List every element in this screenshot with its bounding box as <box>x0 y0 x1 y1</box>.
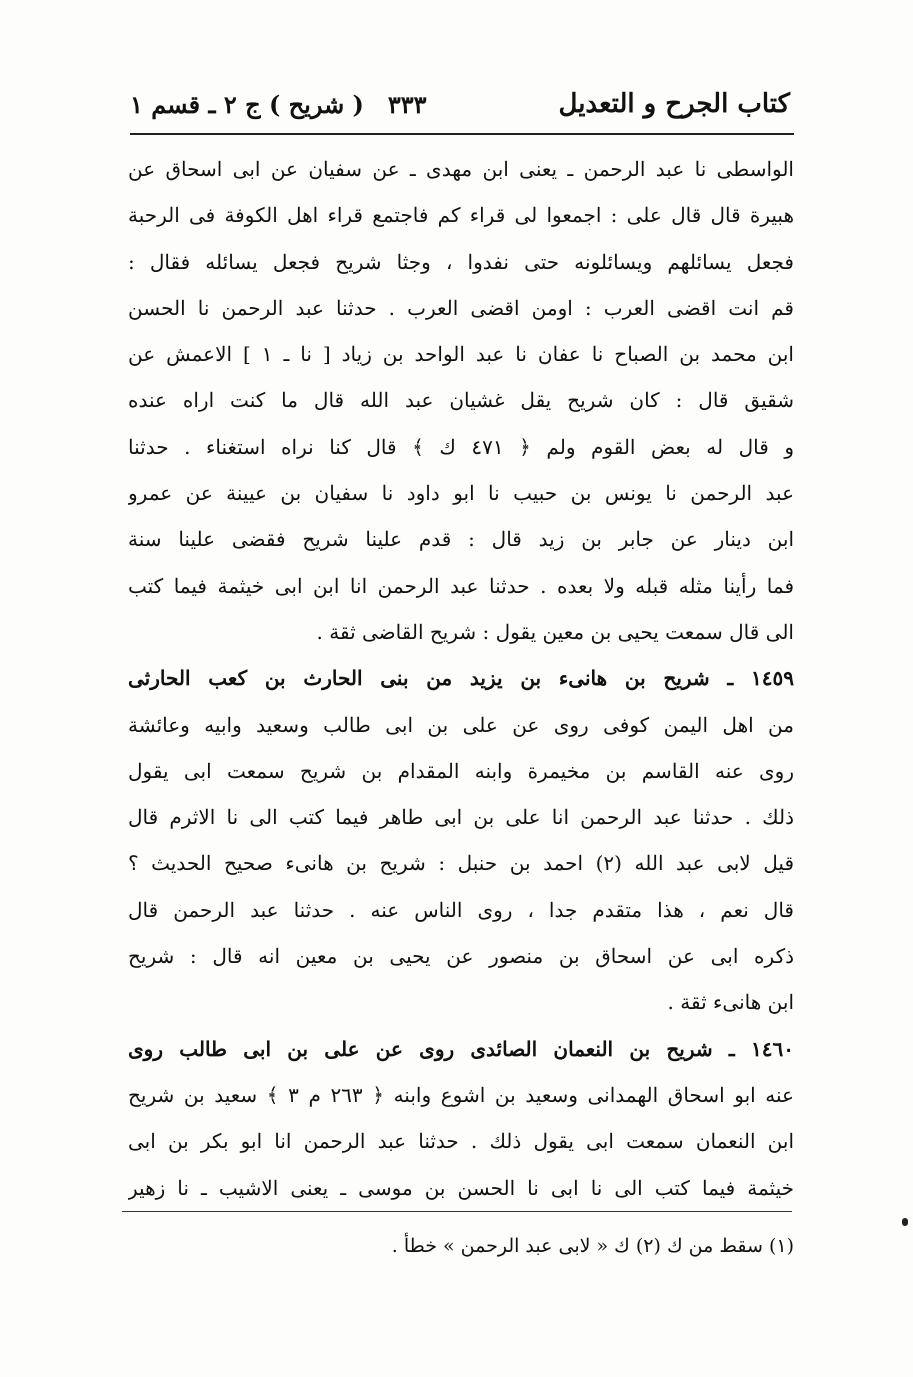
text-line: ذكره ابى عن اسحاق بن منصور عن يحيى بن معين انه قال : شريح <box>128 944 794 969</box>
text-line: ابن دينار عن جابر بن زيد قال : قدم علينا شريح فقضى علينا سنة <box>128 527 794 552</box>
book-title: كتاب الجرح و التعديل <box>558 89 790 119</box>
running-header <box>130 82 790 126</box>
text-line: ابن محمد بن الصباح نا عفان نا عبد الواحد بن زياد [ نا ـ ١ ] الاعمش عن <box>128 342 794 367</box>
text-line: قيل لابى عبد الله (٢) احمد بن حنبل : شريح بن هانىء صحيح الحديث ؟ <box>128 851 794 876</box>
header-meta <box>130 90 427 119</box>
footnote-rule <box>122 1211 792 1212</box>
main-text <box>128 146 794 1211</box>
text-line: عنه ابو اسحاق الهمدانى وسعيد بن اشوع وابنه ﴿ ٢٦٣ م ٣ ﴾ سعيد بن شريح <box>128 1082 794 1107</box>
section-label: ( شريح ) ج ٢ ـ قسم ١ <box>130 89 364 119</box>
text-line: و قال له بعض القوم ولم ﴿ ٤٧١ ك ﴾ قال كنا نراه استغناء . حدثنا <box>128 434 794 459</box>
text-line: من اهل اليمن كوفى روى عن على بن ابى طالب وسعيد وابيه وعائشة <box>128 712 794 737</box>
text-line: ابن النعمان سمعت ابى يقول ذلك . حدثنا عبد الرحمن انا ابو بكر بن ابى <box>128 1129 794 1154</box>
text-line: عبد الرحمن نا يونس بن حبيب نا ابو داود نا سفيان بن عيينة عن عمرو <box>128 481 794 506</box>
text-line: روى عنه القاسم بن مخيمرة وابنه المقدام بن شريح سمعت ابى يقول <box>128 758 794 783</box>
text-line: فجعل يسائلهم ويسائلونه حتى نفدوا ، وجثا شريح فجعل يسائله فقال : <box>128 249 794 274</box>
footnote: (١) سقط من ك (٢) ك « لابى عبد الرحمن » خطأ . <box>391 1235 794 1257</box>
text-line: ذلك . حدثنا عبد الرحمن انا على بن ابى طاهر فيما كتب الى نا الاثرم قال <box>128 805 794 830</box>
text-line: الواسطى نا عبد الرحمن ـ يعنى ابن مهدى ـ عن سفيان عن ابى اسحاق عن <box>128 157 794 181</box>
entry-1459-line: ١٤٥٩ ـ شريح بن هانىء بن يزيد من بنى الحارث بن كعب الحارثى <box>128 666 794 691</box>
text-line: الى قال سمعت يحيى بن معين يقول : شريح القاضى ثقة . <box>316 619 794 644</box>
text-line: فما رأينا مثله قبله ولا بعده . حدثنا عبد الرحمن انا ابن ابى خيثمة فيما كتب <box>128 573 794 598</box>
text-line: هبيرة قال قال على : اجمعوا لى قراء كم فاجتمع قراء اهل الكوفة فى الرحبة <box>128 203 794 228</box>
header-rule <box>130 133 794 135</box>
text-line: قال نعم ، هذا متقدم جدا ، روى الناس عنه . حدثنا عبد الرحمن قال <box>128 897 794 922</box>
page-number: ٣٣٣ <box>387 89 427 119</box>
text-line: خيثمة فيما كتب الى نا ابى نا الحسن بن موسى ـ يعنى الاشيب ـ نا زهير <box>128 1175 794 1200</box>
text-line: قم انت اقضى العرب : اومن اقضى العرب . حدثنا عبد الرحمن نا الحسن <box>128 295 794 320</box>
text-line: ابن هانىء ثقة . <box>667 990 794 1015</box>
margin-mark <box>902 1218 908 1226</box>
text-line: شقيق قال : كان شريح يقل غشيان عبد الله قال ما كنت اراه عنده <box>128 388 794 413</box>
entry-1460-line: ١٤٦٠ ـ شريح بن النعمان الصائدى روى عن على بن ابى طالب روى <box>128 1036 794 1061</box>
